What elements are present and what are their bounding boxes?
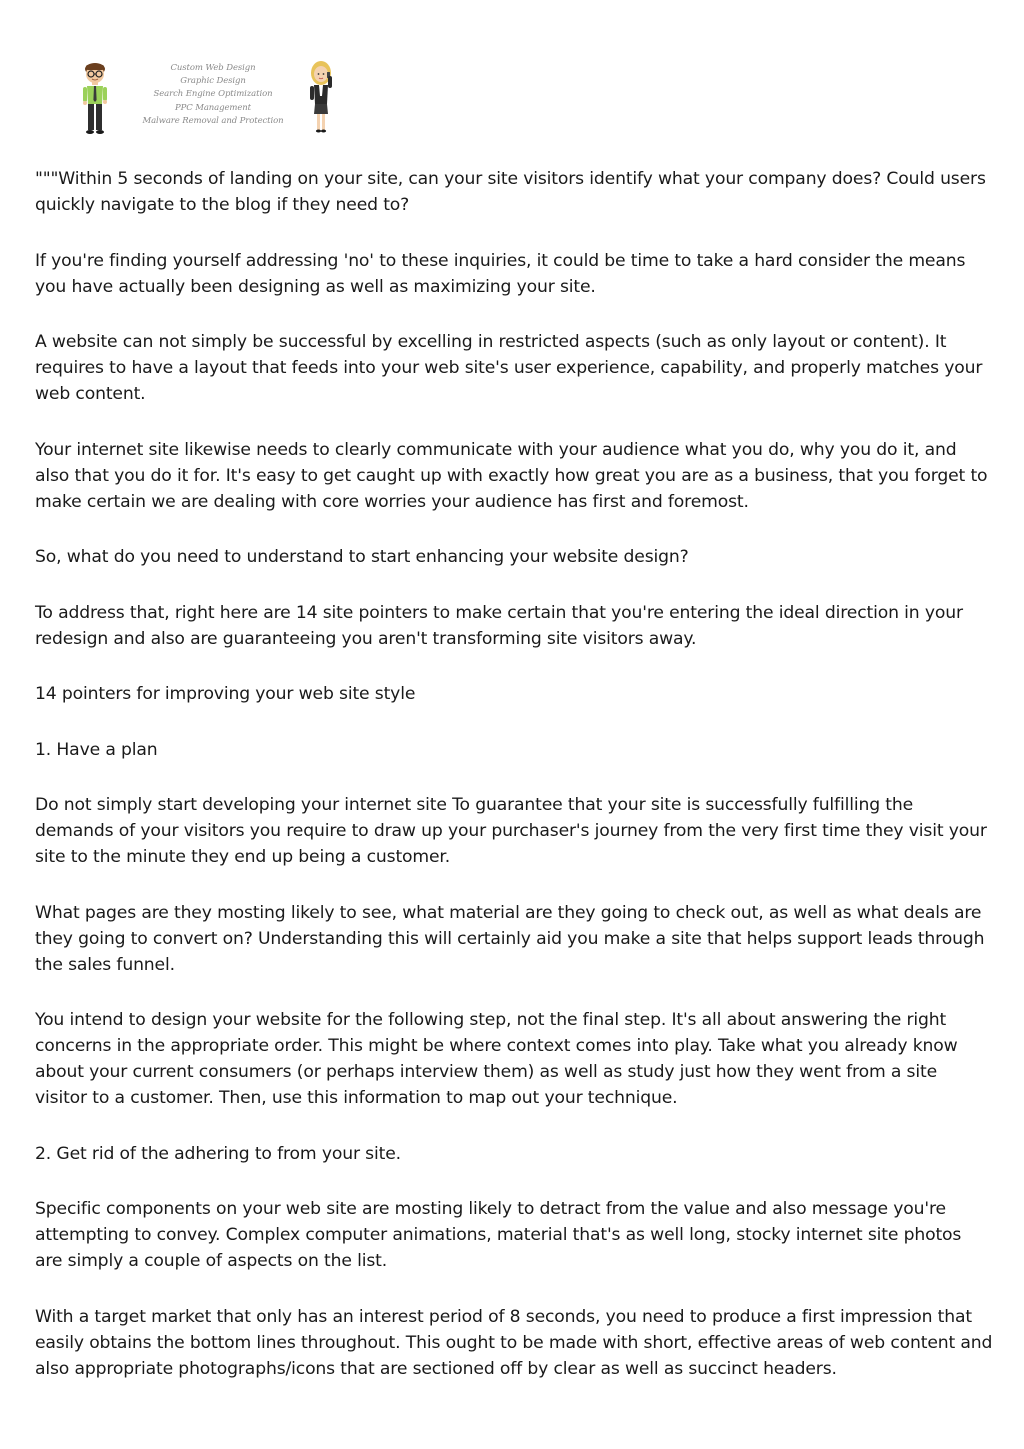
article-paragraph: What pages are they mosting likely to see, what material are they going to check out, as well as what deals are they going to convert on? Understanding this will certainly aid you make a site that helps support leads through the sales funnel. bbox=[35, 902, 985, 975]
article-paragraph: So, what do you need to understand to start enhancing your website design? bbox=[35, 547, 689, 567]
cartoon-woman-with-phone-icon bbox=[310, 61, 332, 133]
tip-heading: 2. Get rid of the adhering to from your site. bbox=[35, 1143, 401, 1164]
article-paragraph: Specific components on your web site are mosting likely to detract from the value and also message you're attempting to convey. Complex computer animations, material that's as well long, stocky internet site photos are simply a couple of aspects on the list. bbox=[35, 1199, 962, 1271]
tip-heading: 1. Have a plan bbox=[35, 739, 158, 760]
article-paragraph: A website can not simply be successful by excelling in restricted aspects (such as only layout or content). It requires to have a layout that feeds into your web site's user experience, capability, and properly matches your web content. bbox=[35, 332, 983, 404]
service-item: Search Engine Optimization bbox=[153, 89, 273, 100]
section-heading: 14 pointers for improving your web site style bbox=[35, 684, 416, 704]
article-paragraph: """Within 5 seconds of landing on your site, can your site visitors identify what your company does? Could users quickly navigate to the blog if they need to? bbox=[35, 169, 986, 215]
article-paragraph: Do not simply start developing your internet site To guarantee that your site is successfully fulfilling the demands of your visitors you require to draw up your purchaser's journey from the very first time they visit your site to the minute they end up being a customer. bbox=[35, 795, 987, 867]
article-paragraph: To address that, right here are 14 site pointers to make certain that you're entering the ideal direction in your redesign and also are guaranteeing you aren't transforming site visitors away. bbox=[35, 602, 963, 649]
article-body bbox=[35, 166, 993, 1411]
service-item: Malware Removal and Protection bbox=[142, 115, 284, 126]
article-paragraph: You intend to design your website for the following step, not the final step. It's all about answering the right concerns in the appropriate order. This might be where context comes into play. Take what you already know about your current consumers (or perhaps interview them) as well as study just how they went from a site visitor to a customer. Then, use this information to map out your technique. bbox=[35, 1010, 958, 1108]
service-item: PPC Management bbox=[174, 102, 251, 113]
service-item: Custom Web Design bbox=[170, 63, 256, 73]
services-list bbox=[138, 62, 288, 128]
cartoon-man-with-glasses-icon bbox=[83, 63, 107, 134]
article-paragraph: With a target market that only has an interest period of 8 seconds, you need to produce a first impression that easily obtains the bottom lines throughout. This ought to be made with short, effective areas of web content and also appropriate photographs/icons that are sectioned off by clear as well as succinct headers. bbox=[35, 1306, 993, 1379]
article-paragraph: If you're finding yourself addressing 'no' to these inquiries, it could be time to take a hard consider the means you have actually been designing as well as maximizing your site. bbox=[35, 250, 966, 297]
article-paragraph: Your internet site likewise needs to clearly communicate with your audience what you do, why you do it, and also that you do it for. It's easy to get caught up with exactly how great you are as a business, that you forget to make certain we are dealing with core worries your audience has first and foremost. bbox=[35, 439, 988, 512]
service-item: Graphic Design bbox=[180, 76, 246, 87]
